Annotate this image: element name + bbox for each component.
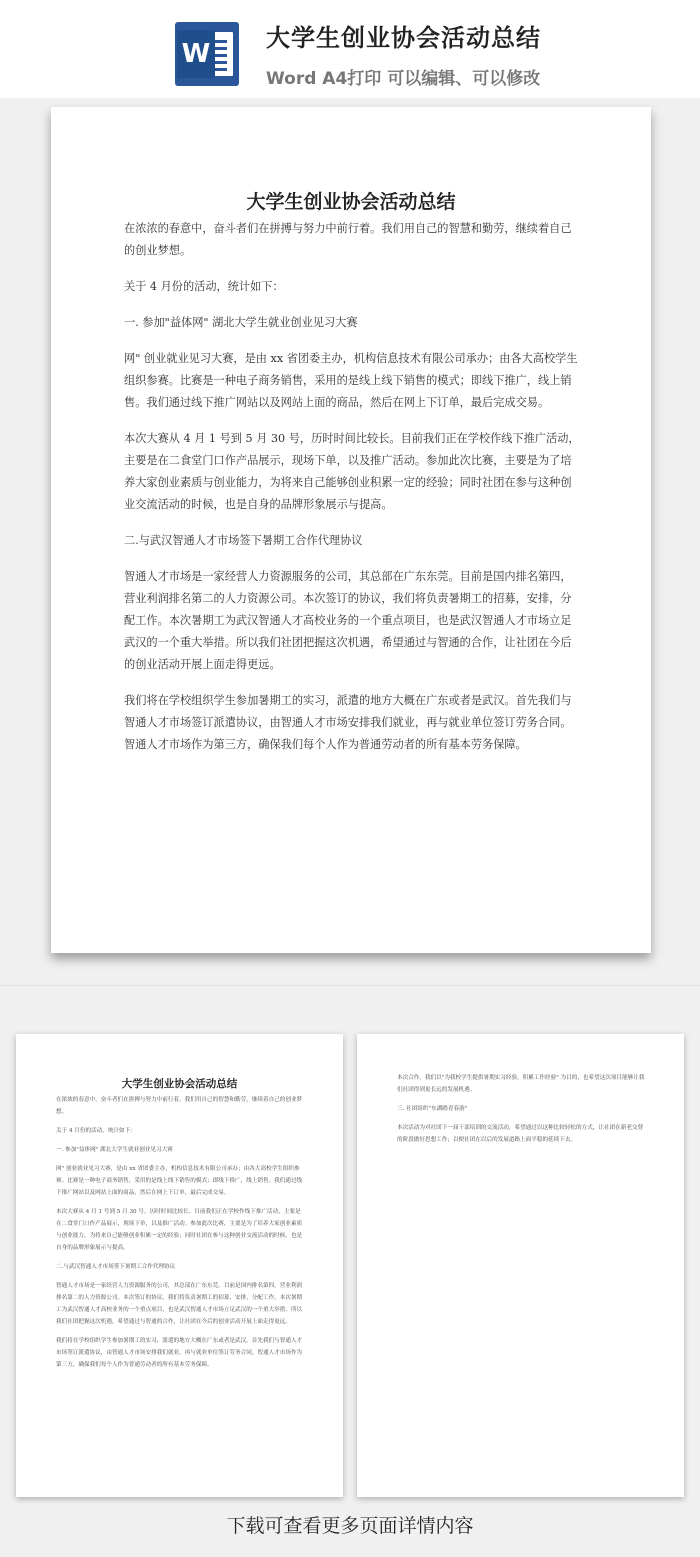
document-paragraph: 我们将在学校组织学生参加暑期工的实习，派遣的地方大概在广东或者是武汉。首先我们与智通人才市场签订派遣协议，由智通人才市场安排我们就业，再与就业单位签订劳务合同。智通人才市场作为第三方，确保我们每个人作为普通劳动者的所有基本劳务保障。 [124,694,572,751]
header-banner [0,0,700,98]
thumbnail-body [56,1094,304,1378]
document-paragraph: 关于 4 月份的活动，统计如下： [124,280,284,293]
document-body [124,218,580,770]
thumbnail-paragraph: 本次活动为对社团下一届干部培训的交流活动，希望通过以这种比较轻松的方式，让社团在新老交替的阶段做好思想工作；以便社团在以后的发展道路上面平稳的延续下去。 [397,1125,644,1143]
section-divider [0,985,700,986]
document-heading: 一. 参加"益体网" 湖北大学生就业创业见习大赛 [124,316,358,329]
document-page-preview [51,107,651,953]
thumbnail-heading: 二.与武汉智通人才市场签下暑期工合作代理协议 [56,1264,176,1270]
document-paragraph: 在浓浓的春意中，奋斗者们在拼搏与努力中前行着。我们用自己的智慧和勤劳，继续着自己的创业梦想。 [124,222,572,257]
document-paragraph: 本次大赛从 4 月 1 号到 5 月 30 号，历时时间比较长。目前我们正在学校作线下推广活动，主要是在二食堂门口作产品展示，现场下单，以及推广活动。参加此次比赛，主要是为了培养大家创业素质与创业能力，为将来自己能够创业积累一定的经验；同时社团在参与这种创业交流活动的时候，也是自身的品牌形象展示与提高。 [124,432,580,511]
page-thumbnail-2[interactable] [357,1034,684,1497]
banner-subtitle: Word A4打印 可以编辑、可以修改 [266,69,541,89]
thumbnail-title: 大学生创业协会活动总结 [121,1078,238,1090]
word-document-icon [175,22,239,86]
thumbnail-paragraph: 本次大赛从 4 月 1 号到 5 月 30 号，历时时间比较长。目前我们正在学校作线下推广活动，主要是在二食堂门口作产品展示，现场下单，以及推广活动。参加此次比赛，主要是为了培养大家创业素质与创业能力，为将来自己能够创业积累一定的经验；同时社团在参与这种创业交流活动的时候，也是自身的品牌形象展示与提高。 [56,1209,303,1251]
document-paragraph: 智通人才市场是一家经营人力资源服务的公司，其总部在广东东莞。目前是国内排名第四，营业利润排名第二的人力资源公司。本次签订的协议，我们将负责暑期工的招募，安排，分配工作。本次暑期工为武汉智通人才高校业务的一个重点项目，也是武汉智通人才市场立足武汉的一个重大举措。所以我们社团把握这次机遇，希望通过与智通的合作，让社团在今后的创业活动开展上面走得更远。 [124,570,572,671]
thumbnail-body [397,1072,645,1153]
thumbnail-paragraph: 网" 创业就业见习大赛，是由 xx 省团委主办，机构信息技术有限公司承办；由各大高校学生组织参赛。比赛是一种电子商务销售，采用的是线上线下销售的模式；即线下推广，线上销售。我们通过线下推广网站以及网站上面的商品，然后在网上下订单，最后完成交易。 [56,1166,303,1196]
download-more-text: 下载可查看更多页面详情内容 [226,1515,474,1537]
banner-title: 大学生创业协会活动总结 [266,24,541,52]
thumbnail-paragraph: 本次合作，我们以"为我校学生提供暑期实习经验，积累工作经验" 为目的，也希望这次项目能够让我们社团得到更长远的发展机遇。 [397,1075,645,1093]
document-paragraph: 网" 创业就业见习大赛，是由 xx 省团委主办，机构信息技术有限公司承办；由各大高校学生组织参赛。比赛是一种电子商务销售，采用的是线上线下销售的模式；即线下推广，线上销售。我们通过线下推广网站以及网站上面的商品，然后在网上下订单，最后完成交易。 [124,352,578,409]
thumbnail-heading: 三. 社团组织"东湖踏青春游" [397,1106,468,1112]
thumbnail-paragraph: 在浓浓的春意中，奋斗者们在拼搏与努力中前行着。我们用自己的智慧和勤劳，继续着自己的创业梦想。 [56,1097,303,1115]
thumbnail-paragraph: 智通人才市场是一家经营人力资源服务的公司，其总部在广东东莞。目前是国内排名第四，营业利润排名第二的人力资源公司。本次签订的协议，我们将负责暑期工的招募，安排，分配工作。本次暑期工为武汉智通人才高校业务的一个重点项目，也是武汉智通人才市场立足武汉的一个重大举措。所以我们社团把握这次机遇，希望通过与智通的合作，让社团在今后的创业活动开展上面走得更远。 [56,1283,303,1325]
document-heading: 二.与武汉智通人才市场签下暑期工合作代理协议 [124,534,363,547]
thumbnail-paragraph: 我们将在学校组织学生参加暑期工的实习，派遣的地方大概在广东或者是武汉。首先我们与智通人才市场签订派遣协议，由智通人才市场安排我们就业，再与就业单位签订劳务合同。智通人才市场作为第三方，确保我们每个人作为普通劳动者的所有基本劳务保障。 [56,1338,303,1368]
thumbnail-paragraph: 关于 4 月份的活动，统计如下： [56,1128,136,1134]
thumbnail-heading: 一. 参加"益体网" 湖北大学生就业创业见习大赛 [56,1147,173,1153]
page-thumbnail-1[interactable] [16,1034,343,1497]
word-icon-letter: W [177,30,215,78]
document-title: 大学生创业协会活动总结 [246,191,456,213]
